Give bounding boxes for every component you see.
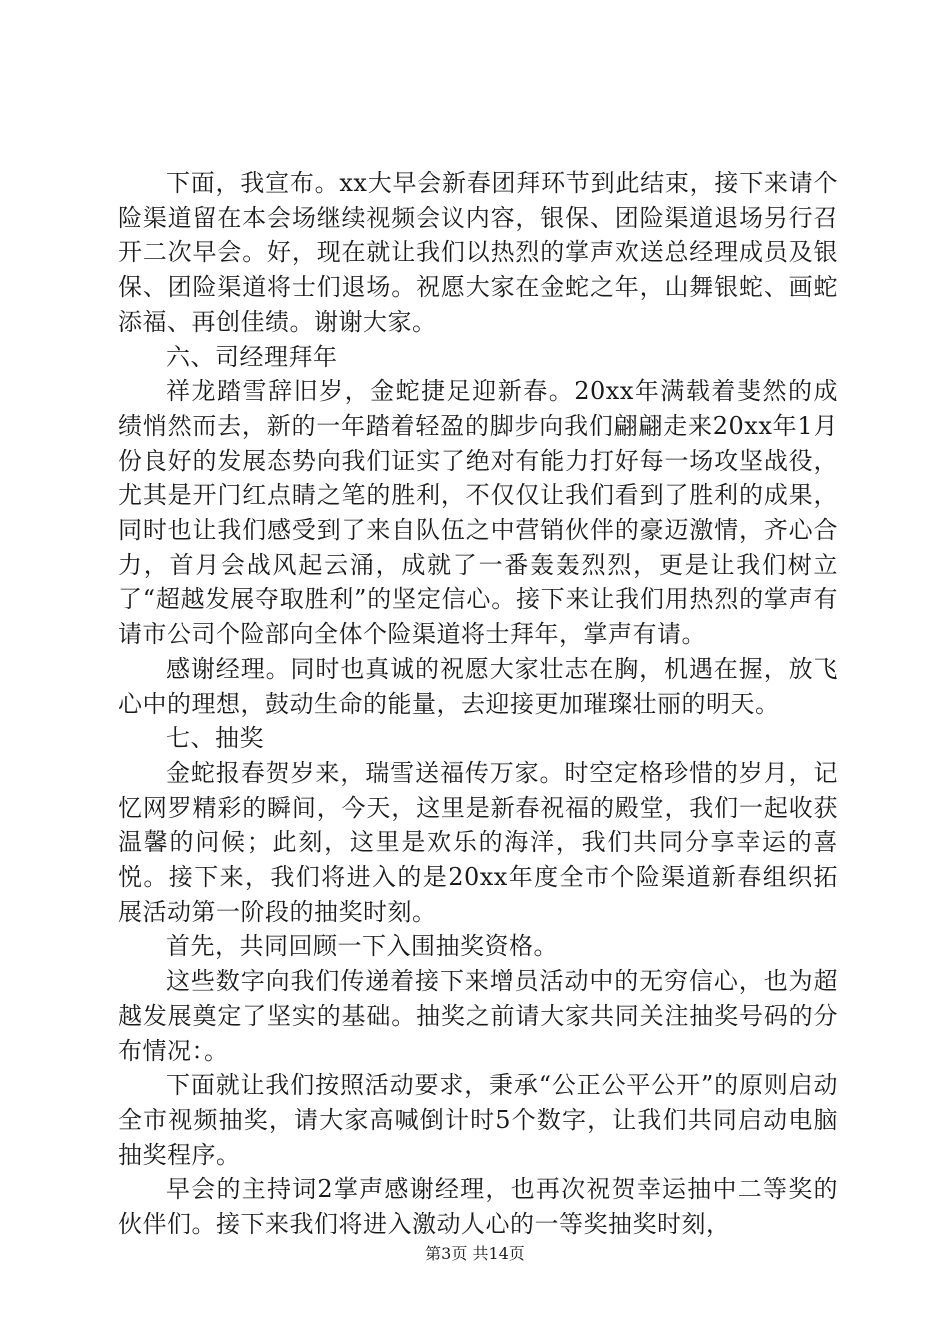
paragraph-lottery-intro: 金蛇报春贺岁来，瑞雪送福传万家。时空定格珍惜的岁月，记忆网罗精彩的瞬间，今天，这里是新春祝福的殿堂，我们一起收获温馨的问候；此刻，这里是欢乐的海洋，我们共同分享幸运的喜悦。接下来，我们将进入的是20xx年度全市个险渠道新春组织拓展活动第一阶段的抽奖时刻。 bbox=[118, 758, 838, 926]
paragraph-new-year-greeting: 祥龙踏雪辞旧岁，金蛇捷足迎新春。20xx年满载着斐然的成绩悄然而去，新的一年踏着轻盈的脚步向我们翩翩走来20xx年1月份良好的发展态势向我们证实了绝对有能力打好每一场攻坚战役，尤其是开门红点睛之笔的胜利，不仅仅让我们看到了胜利的成果，同时也让我们感受到了来自队伍之中营销伙伴的豪迈激情，齐心合力，首月会战风起云涌，成就了一番轰轰烈烈，更是让我们树立了“超越发展夺取胜利”的坚定信心。接下来让我们用热烈的掌声有请市公司个险部向全体个险渠道将士拜年，掌声有请。 bbox=[118, 377, 838, 649]
section-heading-manager-greeting: 六、司经理拜年 bbox=[166, 342, 338, 371]
paragraph-thanks-manager: 感谢经理。同时也真诚的祝愿大家壮志在胸，机遇在握，放飞心中的理想，鼓动生命的能量，去迎接更加璀璨壮丽的明天。 bbox=[118, 654, 838, 718]
paragraph-review-eligibility: 首先，共同回顾一下入围抽奖资格。 bbox=[166, 932, 558, 961]
page-number-footer: 第3页 共14页 bbox=[425, 1244, 525, 1263]
paragraph-closing-announcement: 下面，我宣布。xx大早会新春团拜环节到此结束，接下来请个险渠道留在本会场继续视频会议内容，银保、团险渠道退场另行召开二次早会。好，现在就让我们以热烈的掌声欢送总经理成员及银保、团险渠道将士们退场。祝愿大家在金蛇之年，山舞银蛇、画蛇添福、再创佳绩。谢谢大家。 bbox=[118, 169, 838, 336]
paragraph-start-draw: 下面就让我们按照活动要求，秉承“公正公平公开”的原则启动全市视频抽奖，请大家高喊倒计时5个数字，让我们共同启动电脑抽奖程序。 bbox=[118, 1071, 838, 1169]
paragraph-first-prize: 早会的主持词2掌声感谢经理，也再次祝贺幸运抽中二等奖的伙伴们。接下来我们将进入激动人心的一等奖抽奖时刻， bbox=[118, 1175, 838, 1239]
document-body bbox=[118, 166, 838, 1242]
section-heading-lottery: 七、抽奖 bbox=[166, 724, 264, 753]
paragraph-number-distribution: 这些数字向我们传递着接下来增员活动中的无穷信心，也为超越发展奠定了坚实的基础。抽奖之前请大家共同关注抽奖号码的分布情况：。 bbox=[118, 967, 838, 1065]
